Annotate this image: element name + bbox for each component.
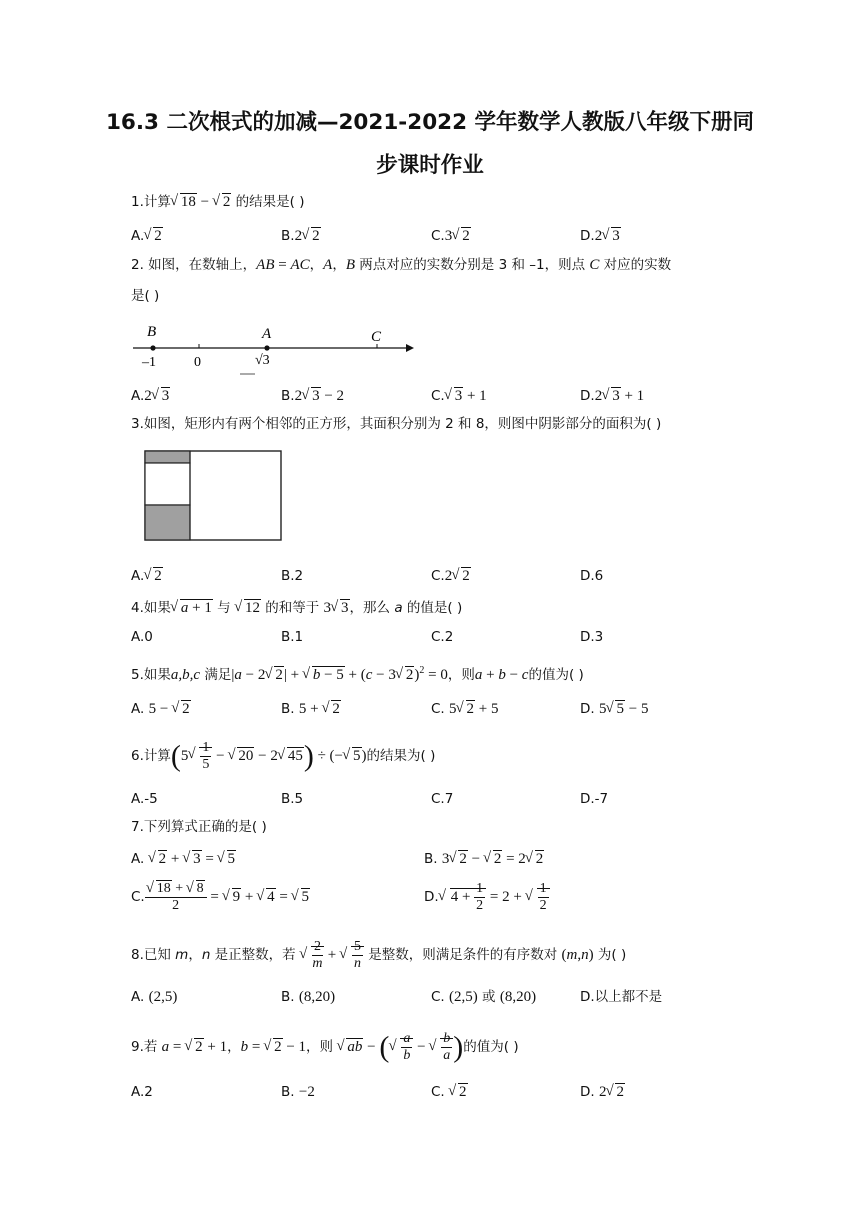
question-5: 5.如果a,b,c 满足|a − 2√ 2| + √ b − 5 + (c − 3√ 2)$^2$ = 0，则a + b − c的值为( ) (131, 661, 584, 685)
q9-option-c: C. √ 2 (431, 1082, 468, 1102)
q2-option-d: D.2√ 3 + 1 (580, 386, 644, 406)
q6-option-a: A.-5 (131, 791, 158, 807)
q7-option-c: C. √ $\frac{18 + √ 8}{2}$ = √ 9 + √ 4 = √ 5 (131, 880, 310, 914)
q8-option-b: B. (8,20) (281, 989, 336, 1005)
point-a (264, 345, 269, 350)
q4-option-c: C.2 (431, 629, 454, 645)
q8-option-d: D.以上都不是 (580, 989, 663, 1005)
question-9: 9.若 a = √ 2 + 1，b = √ 2 − 1，则 √ ab − ( √ $\frac{a}{b}$ − √ $\frac{b}{a}$ )的值为( ) (131, 1030, 519, 1065)
q1-option-c: C.3√ 2 (431, 226, 471, 246)
point-b (150, 345, 155, 350)
q3-option-b: B.2 (281, 568, 304, 584)
q4-option-a: A.0 (131, 629, 153, 645)
page-title-line2: 步课时作业 (376, 153, 484, 178)
q3-option-a: A.√ 2 (131, 566, 163, 586)
q3-option-c: C.2√ 2 (431, 566, 471, 586)
q8-option-c: C. (2,5) 或 (8,20) (431, 989, 537, 1005)
rectangle-figure (144, 450, 284, 542)
label-c: C (371, 329, 382, 345)
q1-option-a: A.√ 2 (131, 226, 163, 246)
q2-option-c: C.√ 3 + 1 (431, 386, 487, 406)
q5-option-a: A. 5 − √ 2 (131, 699, 191, 719)
q8-option-a: A. (2,5) (131, 989, 178, 1005)
shaded-region-top (145, 451, 190, 463)
q6-option-b: B.5 (281, 791, 304, 807)
question-3: 3.如图，矩形内有两个相邻的正方形，其面积分别为 2 和 8，则图中阴影部分的面积为( ) (131, 416, 662, 432)
q4-option-d: D.3 (580, 629, 604, 645)
q4-option-b: B.1 (281, 629, 304, 645)
q5-option-b: B. 5 + √ 2 (281, 699, 341, 719)
q6-option-d: D.-7 (580, 791, 609, 807)
question-8: 8.已知 m，n 是正整数，若 √ $\frac{2}{m}$ + √ $\frac{5}{n}$ 是整数，则满足条件的有序数对 (m,n) 为( ) (131, 938, 626, 972)
q9-option-d: D. 2√ 2 (580, 1082, 625, 1102)
q7-option-b: B. 3√ 2 − √ 2 = 2√ 2 (424, 849, 544, 869)
q9-option-a: A.2 (131, 1084, 153, 1100)
tick-minus-1: –1 (142, 355, 156, 370)
tick-0: 0 (194, 355, 201, 370)
q2-option-a: A.2√ 3 (131, 386, 170, 406)
question-4: 4.如果√ a + 1 与 √ 12 的和等于 3√ 3，那么 a 的值是( ) (131, 598, 462, 618)
small-square (145, 463, 190, 505)
question-6: 6.计算(5 √ $\frac{1}{5}$ − √ 20 − 2√ 45) ÷ (−√ 5)的结果为( ) (131, 740, 435, 773)
q1-option-b: B.2√ 2 (281, 226, 321, 246)
q5-option-c: C. 5√ 2 + 5 (431, 699, 498, 719)
label-b: B (147, 324, 157, 340)
q2-option-b: B.2√ 3 − 2 (281, 386, 344, 406)
q5-option-d: D. 5√ 5 − 5 (580, 699, 648, 719)
tick-sqrt3: √3 (255, 353, 270, 368)
q6-option-c: C.7 (431, 791, 454, 807)
q7-option-d: D.√ 4 + $\frac{1}{2}$ = 2 + √ $\frac{1}{2}$ (424, 880, 550, 914)
question-7: 7.下列算式正确的是( ) (131, 819, 267, 835)
q7-option-a: A. √ 2 + √ 3 = √ 5 (131, 849, 236, 869)
q3-option-d: D.6 (580, 568, 604, 584)
page-title: 16.3 二次根式的加减—2021-2022 学年数学人教版八年级下册同 (105, 110, 755, 135)
q1-option-d: D.2√ 3 (580, 226, 621, 246)
shaded-region-bottom (145, 505, 190, 540)
q9-option-b: B. −2 (281, 1084, 315, 1100)
number-line-figure (131, 320, 421, 380)
question-2-line2: 是( ) (131, 288, 160, 304)
question-2: 2. 如图，在数轴上，AB = AC，A，B 两点对应的实数分别是 3 和 –1，则点 C 对应的实数 (131, 257, 672, 273)
label-a: A (262, 326, 272, 342)
question-1: 1.计算√ 18 − √ 2 的结果是( ) (131, 192, 304, 212)
